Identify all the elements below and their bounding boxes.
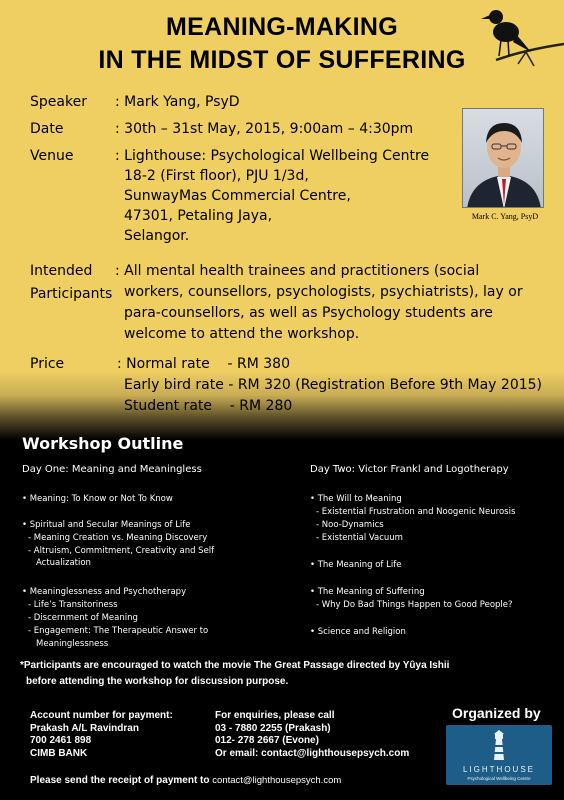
day-two-title: Day Two: Victor Frankl and Logotherapy xyxy=(310,464,509,475)
venue-line: : Lighthouse: Psychological Wellbeing Centre xyxy=(115,148,430,164)
price-label: Price xyxy=(30,356,65,372)
list-subitem: - Existential Vacuum xyxy=(316,533,403,543)
price-line: : Normal rate - RM 380 xyxy=(117,356,290,372)
bird-on-branch-icon xyxy=(464,0,564,75)
title-line-1: MEANING-MAKING xyxy=(166,13,398,41)
enquiry-line: 012- 278 2667 (Evone) xyxy=(215,735,319,746)
title-line-2: IN THE MIDST OF SUFFERING xyxy=(98,46,466,74)
workshop-outline-title: Workshop Outline xyxy=(22,434,184,453)
logo-tagline: Psychological Wellbeing Centre xyxy=(467,776,531,781)
list-item: • Science and Religion xyxy=(310,627,406,637)
venue-line: 47301, Petaling Jaya, xyxy=(124,208,273,224)
list-item: • Meaning: To Know or Not To Know xyxy=(22,494,173,504)
list-item: • The Will to Meaning xyxy=(310,494,402,504)
day-one-title: Day One: Meaning and Meaningless xyxy=(22,464,202,475)
date-label: Date xyxy=(30,121,64,137)
enquiry-info xyxy=(215,710,409,760)
participants-line: : All mental health trainees and practitioners (social xyxy=(115,263,480,279)
payment-info xyxy=(30,710,173,760)
payment-line: 700 2461 898 xyxy=(30,735,92,746)
list-item: • The Meaning of Life xyxy=(310,560,402,570)
participants-label: Participants xyxy=(30,286,113,302)
organized-by-label: Organized by xyxy=(452,705,541,721)
enquiry-email[interactable]: Or email: contact@lighthousepsych.com xyxy=(215,747,410,759)
movie-note: *Participants are encouraged to watch the movie The Great Passage directed by Yûya Ishii xyxy=(20,660,450,671)
list-subitem: - Why Do Bad Things Happen to Good People? xyxy=(316,600,513,610)
participants-line: welcome to attend the workshop. xyxy=(124,326,360,342)
list-subitem: - Engagement: The Therapeutic Answer to xyxy=(28,626,209,636)
venue-line: Selangor. xyxy=(124,228,190,244)
speaker-value: : Mark Yang, PsyD xyxy=(115,94,240,110)
list-subitem: - Altruism, Commitment, Creativity and Self xyxy=(28,546,215,556)
speaker-photo xyxy=(462,108,544,208)
list-subitem: - Meaning Creation vs. Meaning Discovery xyxy=(28,533,208,543)
list-item: • Meaninglessness and Psychotherapy xyxy=(22,587,187,597)
participants-label: Intended xyxy=(30,263,93,279)
venue-line: 18-2 (First floor), PJU 1/3d, xyxy=(124,168,309,184)
movie-note: before attending the workshop for discussion purpose. xyxy=(26,676,289,687)
payment-line: Prakash A/L Ravindran xyxy=(30,722,139,734)
enquiry-line: 03 - 7880 2255 (Prakash) xyxy=(215,722,331,734)
lighthouse-icon xyxy=(488,730,510,762)
lighthouse-logo xyxy=(446,725,552,785)
payment-line: Account number for payment: xyxy=(30,710,173,721)
speaker-label: Speaker xyxy=(30,94,87,110)
price-line: Student rate - RM 280 xyxy=(124,398,293,414)
venue-line: SunwayMas Commercial Centre, xyxy=(124,188,351,204)
participants-line: para-counsellors, as well as Psychology students are xyxy=(124,305,493,321)
receipt-instruction xyxy=(30,775,341,788)
list-subitem: Meaninglessness xyxy=(36,639,109,649)
venue-label: Venue xyxy=(30,148,74,164)
receipt-email[interactable]: contact@lighthousepsych.com xyxy=(212,775,342,786)
list-item: • The Meaning of Suffering xyxy=(310,587,425,597)
logo-name: LIGHTHOUSE xyxy=(462,765,535,774)
participants-line: workers, counsellors, psychologists, psychiatrists), lay or xyxy=(124,284,523,300)
list-subitem: Actualization xyxy=(36,558,91,568)
photo-caption: Mark C. Yang, PsyD xyxy=(471,212,539,221)
enquiry-line: For enquiries, please call xyxy=(215,710,335,721)
date-value: : 30th – 31st May, 2015, 9:00am – 4:30pm xyxy=(115,121,414,137)
price-line: Early bird rate - RM 320 (Registration Before 9th May 2015) xyxy=(124,377,543,393)
list-subitem: - Noo-Dynamics xyxy=(316,520,384,530)
list-item: • Spiritual and Secular Meanings of Life xyxy=(22,520,191,530)
payment-line: CIMB BANK xyxy=(30,747,88,759)
receipt-text: Please send the receipt of payment to xyxy=(30,775,210,786)
list-subitem: - Life’s Transitoriness xyxy=(28,600,118,610)
list-subitem: - Existential Frustration and Noogenic Neurosis xyxy=(316,507,516,517)
list-subitem: - Discernment of Meaning xyxy=(28,613,138,623)
